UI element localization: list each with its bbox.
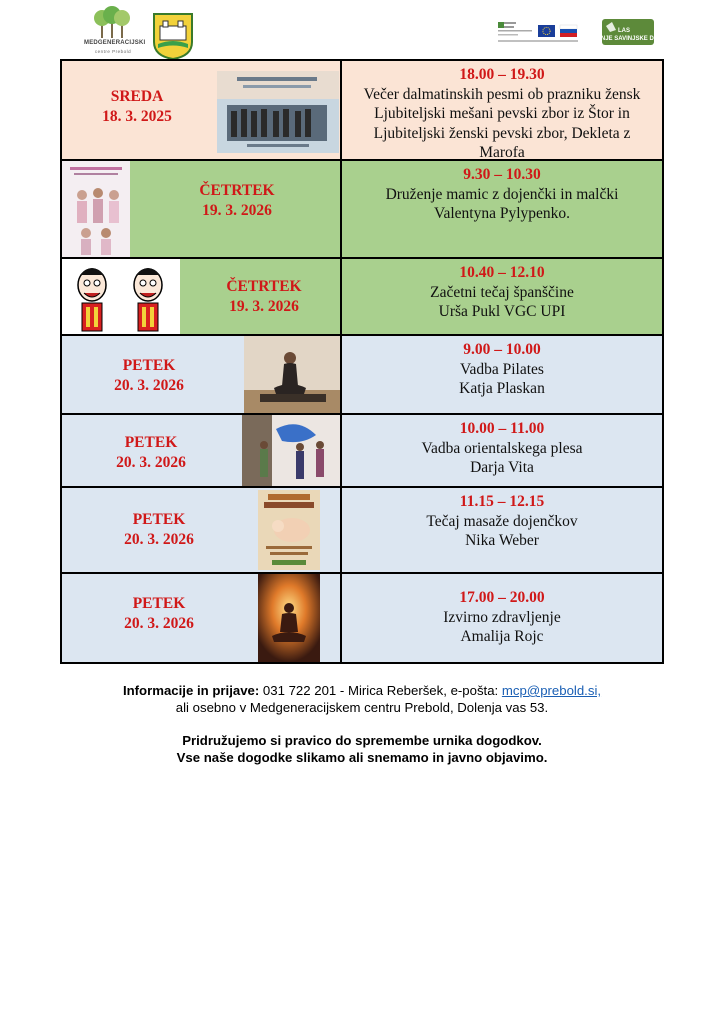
event-info-cell bbox=[342, 336, 662, 413]
event-info-cell bbox=[342, 61, 662, 159]
baby-massage-poster bbox=[258, 490, 320, 570]
eu-flag-icon bbox=[538, 25, 555, 37]
info-label: Informacije in prijave: bbox=[122, 683, 260, 698]
email-link[interactable]: mcp@prebold.si, bbox=[501, 683, 602, 698]
event-day-date bbox=[84, 356, 214, 396]
event-day: PETEK bbox=[132, 595, 186, 612]
info-text: 031 722 201 - Mirica Reberšek, e-pošta: bbox=[259, 683, 502, 698]
event-time: 10.40 – 12.10 bbox=[459, 264, 545, 281]
event-line: Nika Weber bbox=[465, 532, 539, 549]
event-day: ČETRTEK bbox=[199, 182, 275, 199]
slovenia-flag-icon bbox=[560, 25, 577, 37]
las-label: LAS bbox=[618, 28, 630, 34]
medgeneracijski-logo bbox=[84, 6, 146, 58]
event-time: 18.00 – 19.30 bbox=[459, 66, 545, 83]
footer-notice-2: Vse naše dogodke slikamo ali snemamo in javno objavimo. bbox=[176, 750, 548, 765]
event-line: Vadba Pilates bbox=[460, 360, 544, 378]
event-line: Tečaj masaže dojenčkov bbox=[426, 512, 578, 530]
event-info-cell bbox=[342, 259, 662, 334]
event-info-cell bbox=[342, 488, 662, 572]
event-day-date bbox=[199, 277, 329, 317]
event-row-2 bbox=[62, 161, 662, 259]
prebold-crest-icon bbox=[152, 12, 194, 60]
footer-address: ali osebno v Medgeneracijskem centru Prebold, Dolenja vas 53. bbox=[175, 700, 549, 715]
event-day-date bbox=[94, 510, 224, 550]
event-day: SREDA bbox=[110, 88, 164, 105]
event-time: 9.30 – 10.30 bbox=[463, 166, 541, 183]
header-logos-left bbox=[84, 6, 204, 58]
event-day: PETEK bbox=[122, 357, 176, 374]
event-row-4 bbox=[62, 336, 662, 415]
event-line: Začetni tečaj španščine bbox=[430, 283, 574, 301]
footer-notice-1: Pridružujemo si pravico do spremembe urnika dogodkov. bbox=[182, 733, 542, 748]
event-line: Druženje mamic z dojenčki in malčki bbox=[385, 185, 619, 203]
footer-info bbox=[0, 682, 724, 699]
event-date: 20. 3. 2026 bbox=[114, 377, 184, 394]
event-day-date bbox=[94, 594, 224, 634]
oriental-dance-photo bbox=[242, 415, 340, 486]
event-time: 17.00 – 20.00 bbox=[459, 589, 545, 606]
event-time: 9.00 – 10.00 bbox=[463, 341, 541, 358]
header-logos-right bbox=[496, 18, 673, 50]
event-day-date bbox=[86, 433, 216, 473]
schedule-table bbox=[60, 59, 664, 664]
event-line: Marofa bbox=[479, 144, 525, 161]
cartoon-bullfighters-image bbox=[62, 259, 180, 334]
event-line: Amalija Rojc bbox=[460, 628, 544, 645]
event-line: Urša Pukl VGC UPI bbox=[438, 303, 566, 320]
choir-poster-image bbox=[217, 71, 339, 153]
event-day: PETEK bbox=[132, 511, 186, 528]
mothers-poster-image bbox=[62, 161, 130, 257]
event-info-cell bbox=[342, 574, 662, 662]
las-logo bbox=[584, 19, 672, 45]
event-time: 10.00 – 11.00 bbox=[459, 420, 545, 437]
event-row-6 bbox=[62, 488, 662, 574]
event-date: 20. 3. 2026 bbox=[124, 531, 194, 548]
event-day: ČETRTEK bbox=[226, 278, 302, 295]
event-row-5 bbox=[62, 415, 662, 488]
event-date: 20. 3. 2026 bbox=[124, 615, 194, 632]
funding-logos bbox=[496, 18, 673, 50]
event-date-cell bbox=[62, 574, 342, 662]
event-date-cell bbox=[62, 488, 342, 572]
event-date-cell bbox=[62, 259, 342, 334]
event-line: Darja Vita bbox=[470, 459, 534, 476]
event-row-7 bbox=[62, 574, 662, 662]
event-day-date bbox=[72, 87, 202, 127]
eu-program-logo bbox=[498, 22, 532, 36]
event-info-cell bbox=[342, 415, 662, 486]
event-line: Vadba orientalskega plesa bbox=[421, 439, 583, 457]
event-date: 18. 3. 2025 bbox=[102, 108, 172, 125]
las-sub: SPODNJE SAVINJSKE DOLINE bbox=[583, 36, 673, 42]
meditation-image bbox=[258, 574, 320, 662]
event-day-date bbox=[172, 181, 302, 221]
event-date-cell bbox=[62, 161, 342, 257]
pilates-photo bbox=[244, 336, 340, 413]
event-time: 11.15 – 12.15 bbox=[459, 493, 545, 510]
event-line: Katja Plaskan bbox=[459, 380, 545, 397]
event-day: PETEK bbox=[124, 434, 178, 451]
org-sub: centre Prebold bbox=[94, 49, 132, 54]
event-date: 19. 3. 2026 bbox=[202, 202, 272, 219]
event-info-cell bbox=[342, 161, 662, 257]
event-date-cell bbox=[62, 336, 342, 413]
event-line: Ljubiteljski mešani pevski zbor iz Štor in bbox=[374, 105, 630, 122]
event-line: Valentyna Pylypenko. bbox=[433, 205, 571, 222]
event-row-1 bbox=[62, 61, 662, 161]
event-line: Večer dalmatinskih pesmi ob prazniku žensk bbox=[363, 85, 641, 103]
event-line: Ljubiteljski ženski pevski zbor, Dekleta z bbox=[373, 124, 631, 142]
event-row-3 bbox=[62, 259, 662, 336]
org-name: MEDGENERACIJSKI bbox=[84, 40, 146, 46]
event-line: Izvirno zdravljenje bbox=[443, 608, 561, 626]
event-date: 19. 3. 2026 bbox=[229, 298, 299, 315]
tree-icon bbox=[84, 6, 142, 40]
event-date-cell bbox=[62, 61, 342, 159]
event-date-cell bbox=[62, 415, 342, 486]
event-date: 20. 3. 2026 bbox=[116, 454, 186, 471]
